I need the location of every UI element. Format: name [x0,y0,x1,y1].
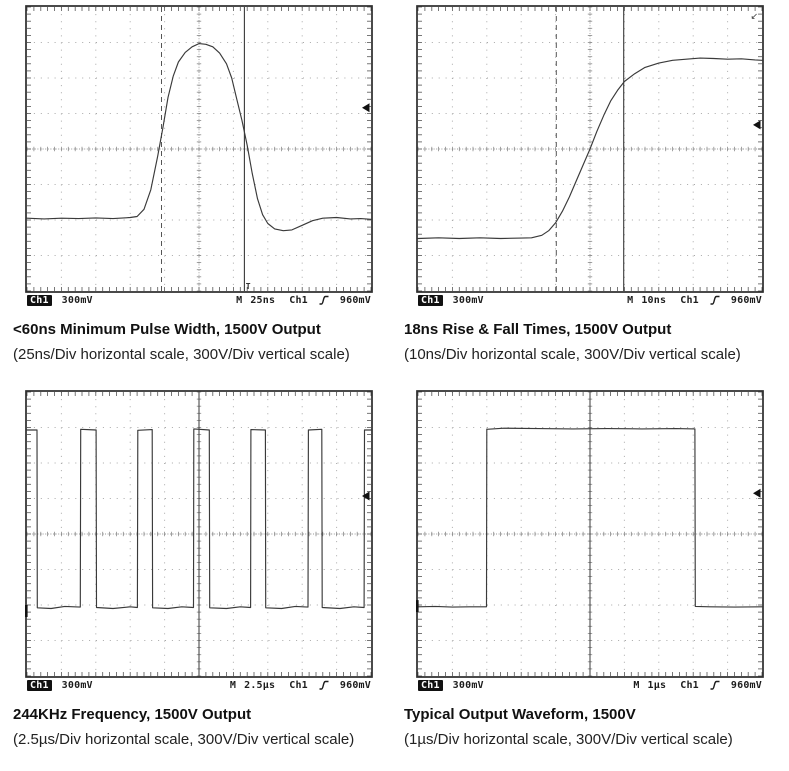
rising-edge-icon [318,679,330,691]
scope-status-bar [416,678,764,692]
caption-title: 244KHz Frequency, 1500V Output [13,706,252,723]
rising-edge-icon [318,294,330,306]
waveform-display [416,5,764,293]
trigger-level-readout: 960mV [730,679,762,691]
channel-badge: Ch1 [418,295,443,306]
scope-figure-frequency [13,390,373,752]
trigger-source-readout: Ch1 [289,294,308,306]
caption-title: 18ns Rise & Fall Times, 1500V Output [404,321,672,338]
rising-edge-icon [709,294,721,306]
caption-subtitle: (1µs/Div horizontal scale, 300V/Div vertical scale) [404,731,733,748]
waveform-display [25,5,373,293]
scope-figure-rise-fall [404,5,762,367]
rising-edge-icon [709,679,721,691]
figure-caption [404,702,762,752]
trigger-level-readout: 960mV [339,679,371,691]
svg-text:T: T [245,282,251,291]
trigger-source-readout: Ch1 [289,679,308,691]
channel-badge: Ch1 [27,680,52,691]
timebase-m-label: M [229,679,237,691]
waveform-display [25,390,373,678]
timebase-m-label: M [633,679,640,691]
channel-scale-readout: 300mV [452,679,484,691]
oscilloscope-screenshot [25,5,373,307]
caption-subtitle: (10ns/Div horizontal scale, 300V/Div vertical scale) [404,346,741,363]
scope-status-bar [25,678,373,692]
channel-scale-readout: 300mV [61,294,93,306]
waveform-display [416,390,764,678]
trigger-source-readout: Ch1 [680,679,699,691]
timebase-readout: 25ns [250,294,276,306]
channel-scale-readout: 300mV [61,679,93,691]
caption-title: <60ns Minimum Pulse Width, 1500V Output [13,321,321,338]
oscilloscope-screenshot [416,5,764,307]
caption-title: Typical Output Waveform, 1500V [404,706,636,723]
trigger-source-readout: Ch1 [680,294,699,306]
scope-figure-pulse-width [13,5,373,367]
scope-status-bar [416,293,764,307]
figure-caption [13,702,373,752]
timebase-readout: 2.5µs [244,679,276,691]
oscilloscope-screenshot [416,390,764,692]
channel-badge: Ch1 [27,295,52,306]
timebase-readout: 1µs [647,679,667,691]
oscilloscope-screenshot [25,390,373,692]
figure-caption [404,317,762,367]
channel-badge: Ch1 [418,680,443,691]
timebase-m-label: M [627,294,634,306]
caption-subtitle: (25ns/Div horizontal scale, 300V/Div vertical scale) [13,346,350,363]
trigger-level-readout: 960mV [339,294,371,306]
timebase-m-label: M [236,294,243,306]
channel-scale-readout: 300mV [452,294,484,306]
svg-text:↙: ↙ [750,12,758,22]
scope-figure-typical-output [404,390,762,752]
trigger-level-readout: 960mV [730,294,762,306]
scope-status-bar [25,293,373,307]
caption-subtitle: (2.5µs/Div horizontal scale, 300V/Div vertical scale) [13,731,355,748]
figure-caption [13,317,373,367]
timebase-readout: 10ns [641,294,667,306]
